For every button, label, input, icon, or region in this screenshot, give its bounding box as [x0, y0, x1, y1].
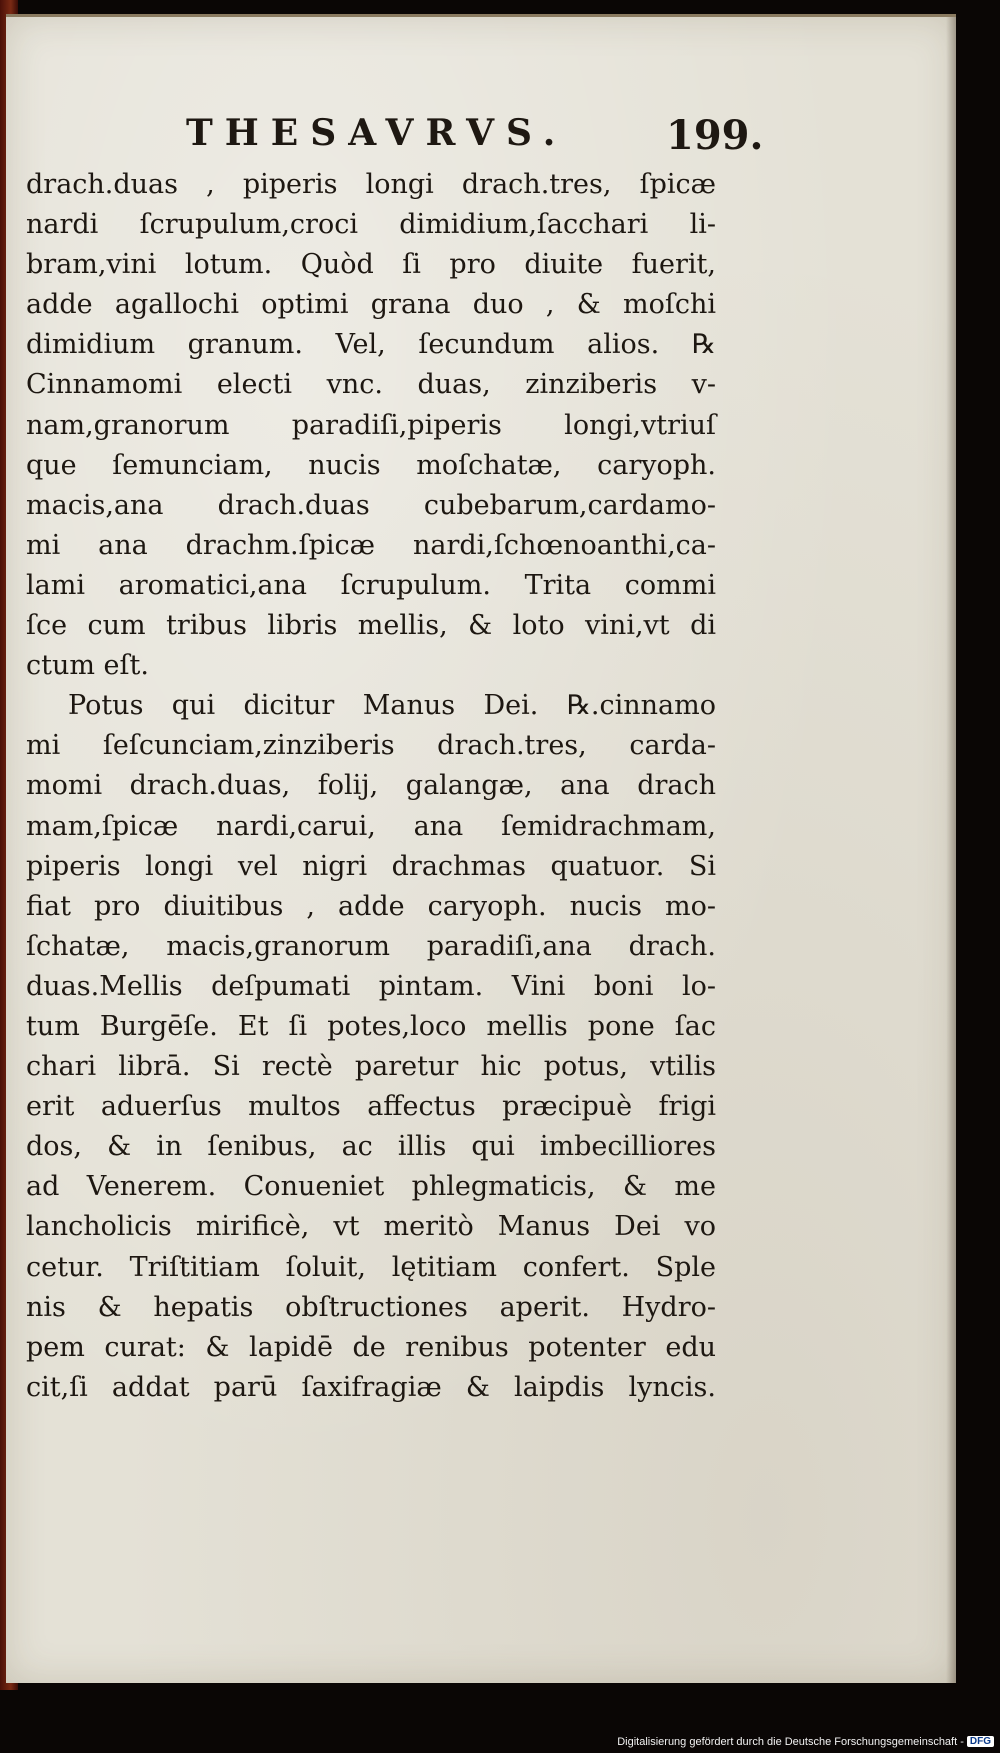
running-title: THESAVRVS. [186, 112, 568, 154]
dfg-logo: DFG [967, 1736, 994, 1747]
text-line: piperis longi vel nigri drachmas quatuor. Si [26, 850, 716, 882]
text-line: lami aromatici,ana ſcrupulum. Trita commi [26, 569, 716, 601]
text-line: nis & hepatis obſtructiones aperit. Hydro- [26, 1291, 716, 1323]
text-line: macis,ana drach.duas cubebarum,cardamo- [26, 489, 716, 521]
page-number: 199. [666, 112, 764, 159]
text-line: tum Burgēſe. Et ſi potes,loco mellis pone ſac [26, 1010, 716, 1042]
text-line: adde agallochi optimi grana duo , & moſchi [26, 289, 716, 321]
text-line: nardi ſcrupulum,croci dimidium,ſacchari li- [26, 209, 716, 241]
text-line: ſchatæ, macis,granorum paradiſi,ana drach. [26, 930, 716, 962]
text-line: erit aduerſus multos affectus præcipuè frigi [26, 1091, 716, 1123]
text-line: momi drach.duas, folij, galangæ, ana drach [26, 770, 716, 802]
text-line: duas.Mellis deſpumati pintam. Vini boni lo- [26, 970, 716, 1002]
book-page [6, 14, 956, 1683]
text-line: nam,granorum paradiſi,piperis longi,vtriuſ [26, 409, 716, 441]
text-line: que ſemunciam, nucis moſchatæ, caryoph. [26, 449, 716, 481]
digitization-credit [617, 1736, 994, 1748]
credit-text: Digitalisierung gefördert durch die Deutsche Forschungsgemeinschaft - [617, 1736, 964, 1748]
body-text [26, 165, 716, 1408]
text-line: Cinnamomi electi vnc. duas, zinziberis v- [26, 369, 716, 401]
text-line: mi ſeſcunciam,zinziberis drach.tres, carda- [26, 730, 716, 762]
text-line: drach.duas , piperis longi drach.tres, ſpicæ [26, 169, 716, 200]
text-line: ctum eſt. [26, 650, 149, 682]
text-line: ad Venerem. Conueniet phlegmaticis, & me [26, 1171, 716, 1203]
text-line: mi ana drachm.ſpicæ nardi,ſchœnoanthi,ca- [26, 529, 716, 561]
text-line: fiat pro diuitibus , adde caryoph. nucis mo- [26, 890, 716, 922]
text-line: cetur. Triſtitiam ſoluit, lętitiam confert. Sple [26, 1251, 716, 1283]
text-line: ſce cum tribus libris mellis, & loto vini,vt di [26, 610, 716, 642]
text-line: pem curat: & lapidē de renibus potenter edu [26, 1331, 716, 1363]
text-line: dimidium granum. Vel, ſecundum alios. ℞ [26, 329, 716, 361]
text-line: dos, & in ſenibus, ac illis qui imbecilliores [26, 1131, 716, 1163]
text-line: cit,ſi addat parū ſaxifragiæ & laipdis lyncis. [26, 1371, 716, 1403]
text-line: bram,vini lotum. Quòd ſi pro diuite fuerit, [26, 249, 716, 281]
paragraph-start-line: Potus qui dicitur Manus Dei. ℞.cinnamo [68, 690, 716, 722]
text-line: lancholicis mirificè, vt meritò Manus Dei vo [26, 1211, 716, 1243]
text-line: chari librā. Si rectè paretur hic potus, vtilis [26, 1051, 716, 1083]
text-line: mam,ſpicæ nardi,carui, ana ſemidrachmam, [26, 810, 716, 842]
